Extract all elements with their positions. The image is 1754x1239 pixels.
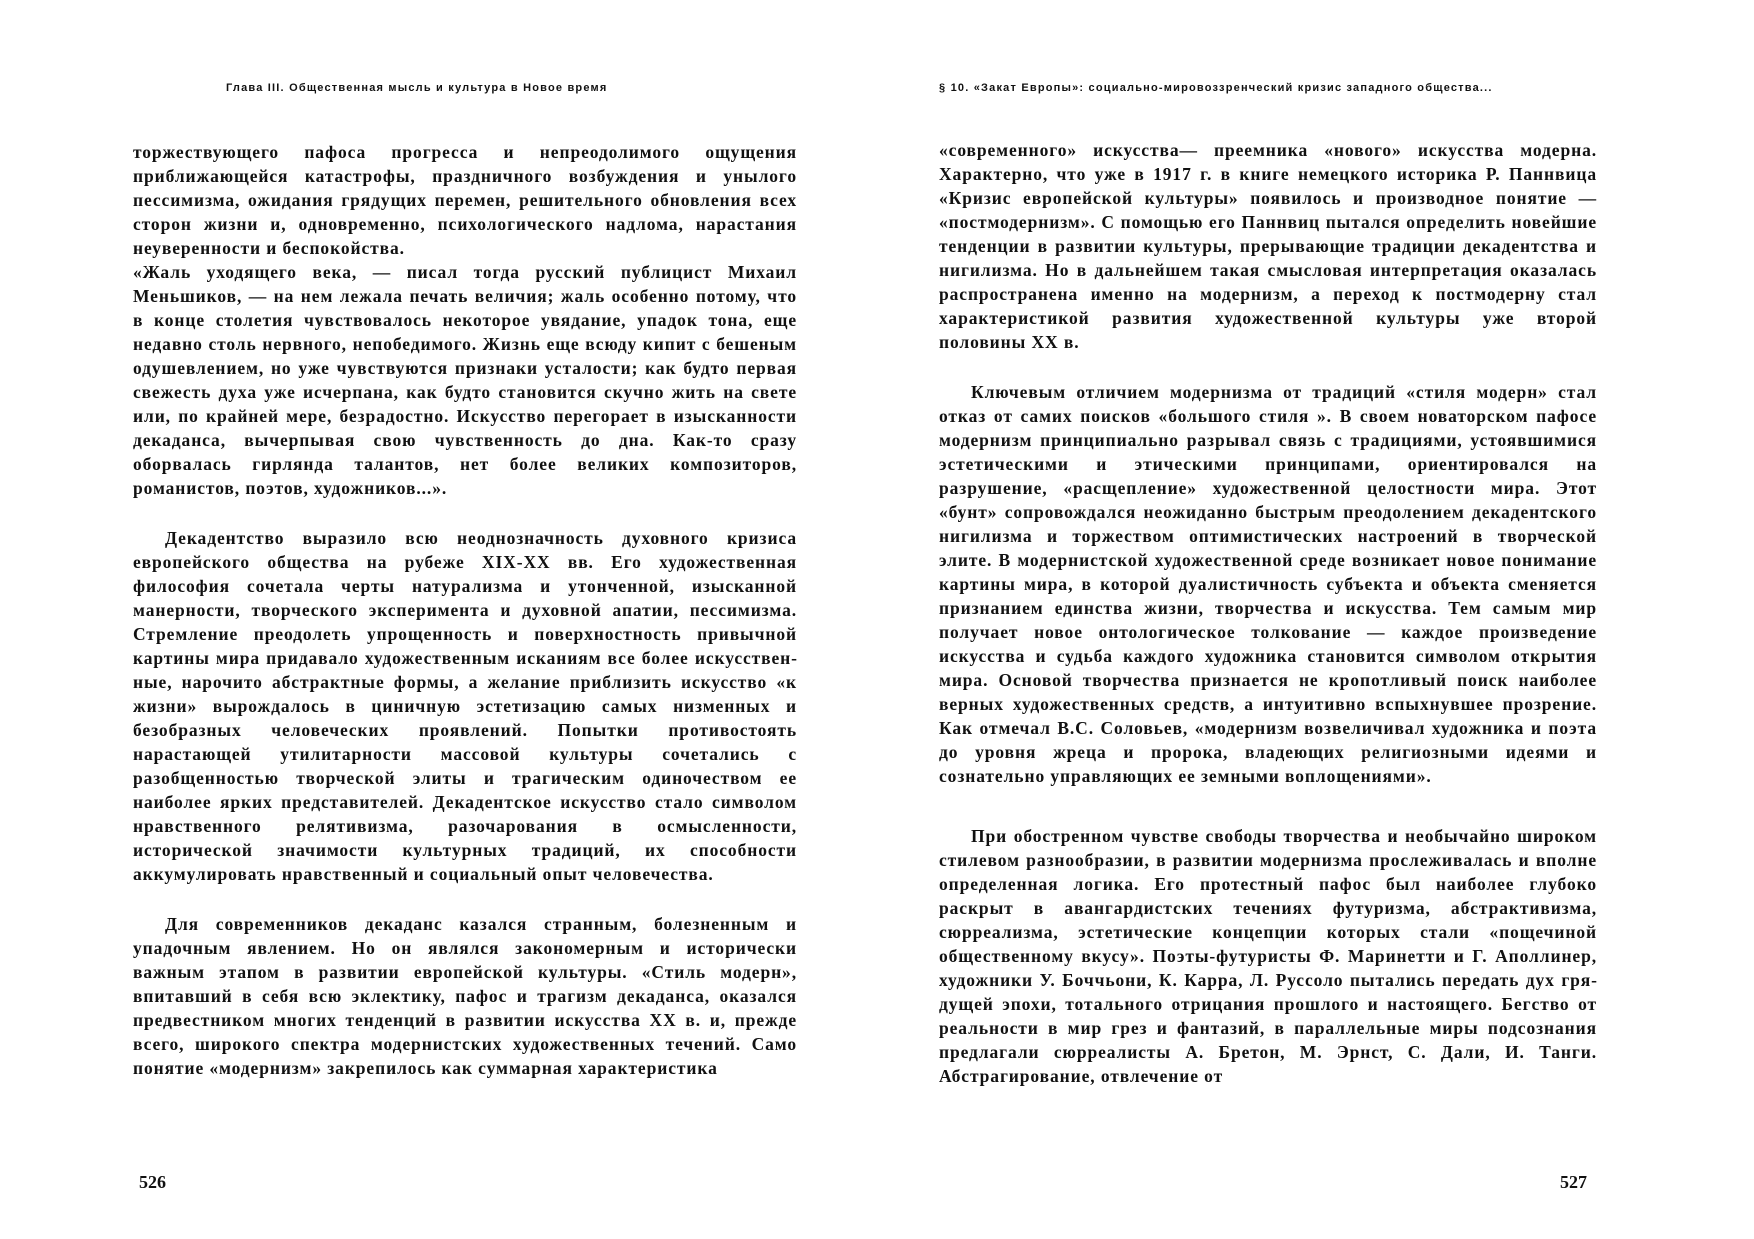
running-head-right: § 10. «Закат Европы»: социально-мировоззренческий кризис западного общества... (939, 82, 1493, 94)
page-number-left: 526 (139, 1172, 166, 1192)
paragraph: Ключевым отличием модернизма от традиций «стиля модерн» стал отказ от самих поисков «большого стиля ». В своем новаторском пафосе модернизм принципиально разрывал связь с традициями, устоявшимися эстетическими и этическими принципами, ориентировался на разрушение, «расщепление» художественной целостности мира. Этот «бунт» сопровождался неожиданно быстрым преодолением декадентского нигилизма и торжеством оптимистических настроений в творческой элите. В модернистской художественной среде возникает новое понимание картины мира, в которой дуалистичность субъекта и объекта сменяется признанием единства жизни, творчества и искусства. Тем самым мир получает новое онтологическое толкование — каждое произведение искусства и судьба каждого художника становится символом открытия мира. Основой творчества признается не кропотливый поиск наиболее верных художественных средств, а интуитивно вспыхнувшее прозрение. Как отмечал B.C. Соловьев, «модернизм возвеличивал художника и поэта до уровня жреца и пророка, владеющих религиозными идеями и сознательно управляющих ее земными воплощениями». (939, 382, 1597, 786)
right-page (877, 0, 1754, 1239)
paragraph: Для современников декаданс казался странным, болезненным и упадочным явлением. Но он являлся закономерным и исторически важным этапом в развитии европейской культуры. «Стиль модерн», впитавший в себя всю эклектику, пафос и трагизм декаданса, оказался предвестником многих тенденций в развитии искусства XX в. и, прежде всего, широкого спектра модернистских художественных течений. Само понятие «модернизм» закрепилось как суммарная характеристика (133, 914, 797, 1078)
running-head-left: Глава III. Общественная мысль и культура в Новое время (226, 82, 608, 94)
paragraph: торжествующего пафоса прогресса и непреодолимого ощущения приближающейся катастрофы, праздничного возбуждения и унылого пессимизма, ожидания грядущих перемен, решительного обновления всех сторон жизни и, одновременно, психологического надлома, нарастания неуверенности и беспокойства. (133, 142, 797, 258)
page-number-right: 527 (1560, 1172, 1587, 1192)
paragraph: Декадентство выразило всю неоднозначность духовного кризиса европейского общества на рубеже XIX-XX вв. Его художественная философия сочетала черты натурализма и утонченной, изысканной манерности, творческого эксперимента и духовной апатии, пессимизма. Стремление преодолеть упрощенность и поверхностность привычной картины мира придавало художественным исканиям все более искусственные, нарочито абстрактные формы, а желание приблизить искусство «к жизни» вырождалось в циничную эстетизацию самых низменных и безобразных человеческих проявлений. Попытки противостоять нарастающей утилитарности массовой культуры сочетались с разобщенностью творческой элиты и трагическим одиночеством ее наиболее ярких представителей. Декадентское искусство стало символом нравственного релятивизма, разочарования в осмысленности, исторической значимости культурных традиций, их способности аккумулировать нравственный и социальный опыт человечества. (133, 528, 797, 884)
paragraph: При обостренном чувстве свободы творчества и необычайно широком стилевом разнообразии, в развитии модернизма прослеживалась и вполне определенная логика. Его протестный пафос был наиболее глубоко раскрыт в авангардистских течениях футуризма, абстрактивизма, сюрреализма, эстетические концепции которых стали «пощечиной общественному вкусу». Поэты-футуристы Ф. Маринетти и Г. Аполлинер, художники У. Боччьони, К. Карра, Л. Руссоло пытались передать дух грядущей эпохи, тотального отрицания прошлого и настоящего. Бегство от реальности в мир грез и фантазий, в параллельные миры подсознания предлагали сюрреалисты А. Бретон, М. Эрнст, С. Дали, И. Танги. Абстрагирование, отвлечение от (939, 826, 1597, 1086)
quote-paragraph: «Жаль уходящего века, — писал тогда русский публицист Михаил Меньшиков, — на нем лежала печать величия; жаль особенно потому, что в конце столетия чувствовалось некоторое увядание, упадок тона, еще недавно столь нервного, непобедимого. Жизнь еще всюду кипит с бешеным одушевлением, но уже чувствуются признаки усталости; как будто первая свежесть духа уже исчерпана, как будто становится скучно жить на свете или, по крайней мере, безрадостно. Искусство перегорает в изысканности декаданса, вычерпывая свою чувственность до дна. Как-то сразу оборвалась гирлянда талантов, нет более великих композиторов, романистов, поэтов, художников...». (133, 262, 797, 498)
body-text-left (133, 140, 797, 1080)
body-text-right (939, 138, 1597, 1088)
paragraph: «современного» искусства— преемника «нового» искусства модерна. Характерно, что уже в 1917 г. в книге немецкого историка Р. Паннвица «Кризис европейской культуры» появилось и производное понятие — «постмодернизм». С помощью его Паннвиц пытался определить новейшие тенденции в развитии культуры, прерывающие традиции декадентства и нигилизма. Но в дальнейшем такая смысловая интерпретация оказалась распространена именно на модернизм, а переход к постмодерну стал характеристикой развития художественной культуры уже второй половины XX в. (939, 140, 1597, 352)
